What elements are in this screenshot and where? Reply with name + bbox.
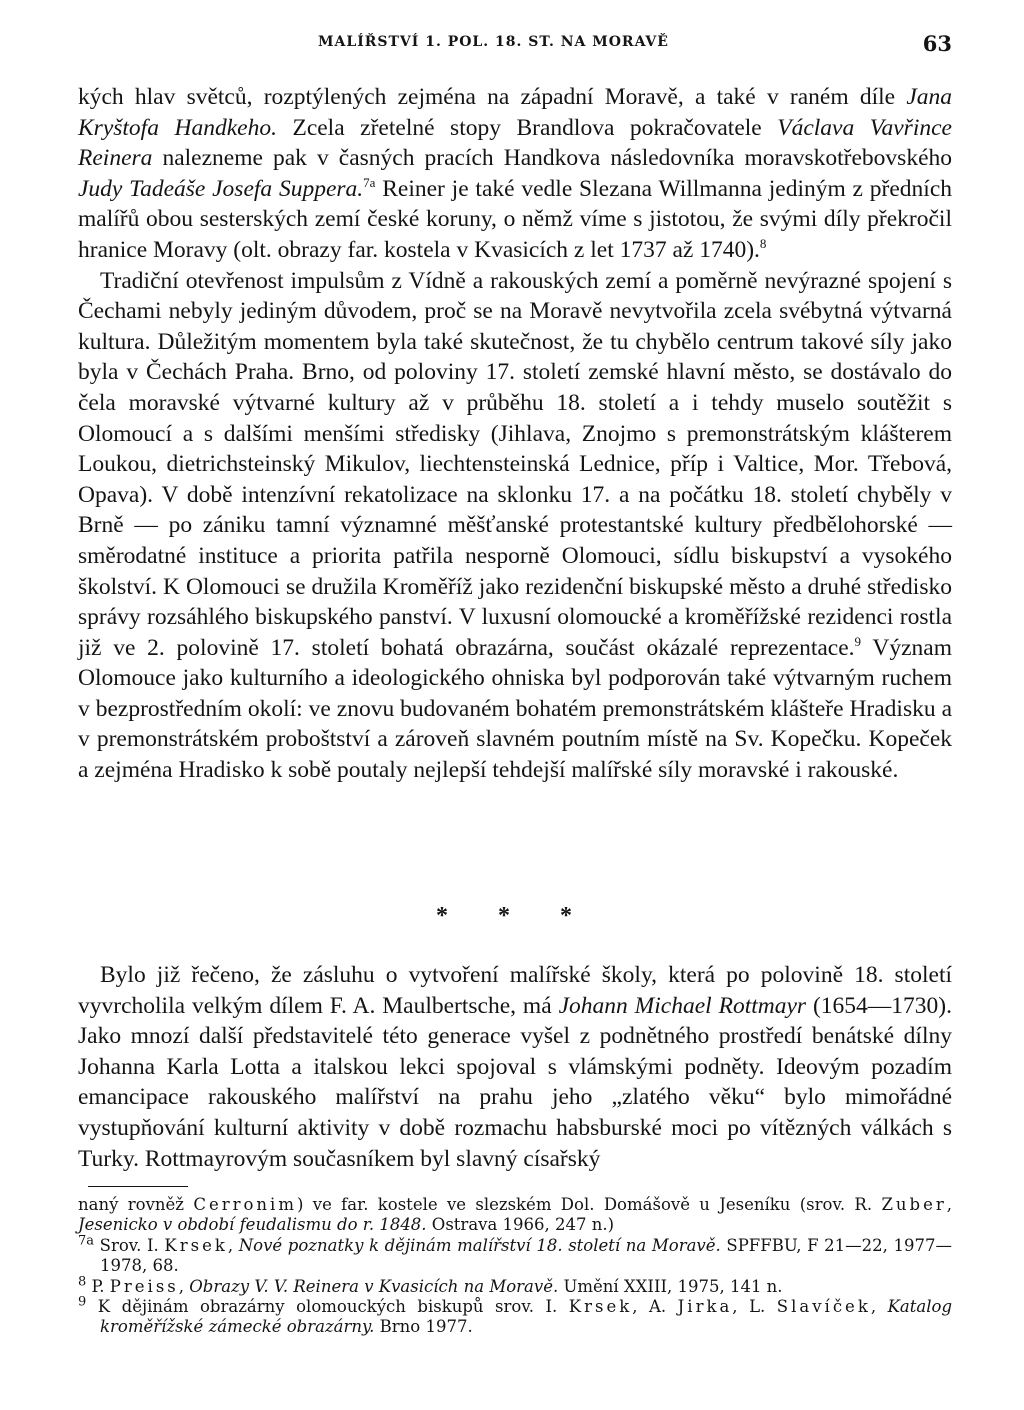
italic-title: Jesenicko v období feudalismu do r. 1848.	[78, 1215, 427, 1235]
italic-name: Johann Michael Rottmayr	[558, 992, 807, 1019]
text-run: , A.	[632, 1297, 678, 1317]
text-run: P.	[86, 1276, 110, 1296]
footnote-ref: 9	[854, 633, 862, 649]
text-run: SPFFBU, F 21—22, 1977—1978, 68.	[100, 1235, 952, 1276]
spaced-name: Preiss	[109, 1276, 179, 1296]
footnote-mark: 7a	[78, 1233, 95, 1249]
paragraph-2	[78, 266, 952, 786]
spaced-name: Jirka	[677, 1297, 733, 1317]
footnote-rule	[88, 1186, 188, 1187]
text-run: ) ve far. kostele ve slezském Dol. Domášově u Jeseníku (srov. R.	[296, 1195, 882, 1214]
page-header	[78, 31, 952, 60]
text-run: Bylo již řečeno, že zásluhu o vytvoření malířské školy, která po polovině 18. století vyvrcholila velkým dílem F. A. Maulbertsche, má	[78, 962, 952, 1019]
footnote-ref: 7a	[363, 174, 376, 190]
text-run: naný rovněž	[78, 1195, 194, 1214]
footnote-ref: 8	[759, 236, 767, 252]
text-run: ,	[227, 1235, 239, 1255]
text-run: Umění XXIII, 1975, 141 n.	[558, 1276, 783, 1296]
text-run: Význam Olomouce jako kulturního a ideologického ohniska byl podporován také výtvarným ruchem v bezprostředním okolí: ve znovu budovaném bohatém premonstrátském klášteře Hradisku a v premonstrátském proboštství a zároveň slavném poutním místě na Sv. Kopečku. Kopeček a zejména Hradisko k sobě poutaly nejlepší tehdejší malířské síly moravské i rakouské.	[78, 634, 952, 784]
text-run: Tradiční otevřenost impulsům z Vídně a rakouských zemí a poměrně nevýrazné spojení s Čechami nebyly jediným důvodem, proč se na Moravě nevytvořila zcela svébytná výtvarná kultura. Důležitým momentem byla také skutečnost, že tu chybělo centrum takové síly jako byla v Čechách Praha. Brno, od poloviny 17. století zemské hlavní město, se dostávalo do čela moravské výtvarné kultury až v průběhu 18. století a i tehdy muselo soutěžit s Olomoucí a s dalšími menšími středisky (Jihlava, Znojmo s premonstrátským klášterem Loukou, dietrichsteinský Mikulov, liechtensteinská Lednice, příp i Valtice, Mor. Třebová, Opava). V době intenzívní rekatolizace na sklonku 17. a na počátku 18. století chyběly v Brně — po zániku tamní významné měšťanské protestantské kultury předbělohorské — směrodatné instituce a priorita patřila nesporně Olomouci, sídlu biskupství a vysokého školství. K Olomouci se družila Kroměříž jako rezidenční biskupské město a druhé středisko správy rozsáhlého biskupského panství. V luxusní olomoucké a kroměřížské rezidenci rostla již ve 2. polovině 17. století bohatá obrazárna, součást okázalé reprezentace.	[78, 267, 952, 661]
footnote-mark: 8	[78, 1274, 87, 1290]
text-run: , L.	[732, 1297, 777, 1317]
text-run: ,	[178, 1276, 190, 1296]
page-number: 63	[922, 31, 952, 56]
italic-name: Václava Vavřince Reinera	[78, 114, 952, 172]
paragraph-3-block	[78, 960, 952, 1174]
italic-name: Jana Kryštofa Handkeho.	[78, 84, 952, 141]
paragraph-3	[78, 960, 952, 1174]
footnote-continued	[78, 1195, 952, 1236]
text-run: Srov. I.	[94, 1235, 165, 1255]
text-run: nalezneme pak v časných pracích Handkova následovníka moravskotřebovského	[152, 145, 952, 172]
italic-title: Obrazy V. V. Reinera v Kvasicích na Moravě.	[189, 1276, 559, 1296]
text-run: K dějinám obrazárny olomouckých biskupů srov. I.	[86, 1297, 569, 1317]
spaced-name: Krsek	[568, 1297, 633, 1317]
text-run: Brno 1977.	[374, 1317, 473, 1337]
running-title: MALÍŘSTVÍ 1. POL. 18. ST. NA MORAVĚ	[318, 34, 669, 50]
section-separator: * * *	[436, 903, 594, 929]
footnote-8	[78, 1274, 952, 1297]
text-run: Reiner je také vedle Slezana Willmanna jediným z předních malířů obou sesterských zemí české koruny, o němž víme s jistotou, že svými díly překročil hranice Moravy (olt. obrazy far. kostela v Kvasicích z let 1737 až 1740).	[78, 175, 953, 263]
text-run: Zcela zřetelné stopy Brandlova pokračovatele	[276, 114, 778, 141]
italic-title: Katalog kroměřížské zámecké obrazárny.	[100, 1297, 953, 1337]
footnote-7a	[78, 1233, 952, 1277]
text-run: ,	[870, 1297, 888, 1317]
italic-title: Nové poznatky k dějinám malířství 18. století na Moravě.	[238, 1235, 721, 1255]
spaced-name: Slavíček	[776, 1297, 871, 1317]
footnotes	[78, 1195, 952, 1338]
paragraph-1	[78, 82, 952, 266]
text-run: (1654—1730). Jako mnozí další představitelé této generace vyšel z podnětného prostředí benátské dílny Johanna Karla Lotta a italskou lekci spojoval s vlámskými podněty. Ideovým pozadím emancipace rakouského malířství na prahu jeho „zlatého věku“ bylo mimořádné vystupňování kulturní aktivity v době rozmachu habsburské moci po vítězných válkách s Turky. Rottmayrovým současníkem byl slavný císařský	[78, 992, 953, 1172]
text-run: kých hlav světců, rozptýlených zejména na západní Moravě, a také v raném díle	[78, 84, 907, 110]
main-text	[78, 82, 952, 786]
text-run: Ostrava 1966, 247 n.)	[426, 1215, 615, 1235]
text-run: ,	[946, 1195, 952, 1214]
spaced-name: Krsek	[164, 1235, 228, 1255]
footnote-9	[78, 1294, 953, 1338]
spaced-name: Zuber	[881, 1195, 947, 1214]
italic-name: Judy Tadeáše Josefa Suppera.	[78, 175, 364, 202]
spaced-name: Cerronim	[193, 1195, 297, 1214]
footnote-mark: 9	[78, 1294, 87, 1310]
